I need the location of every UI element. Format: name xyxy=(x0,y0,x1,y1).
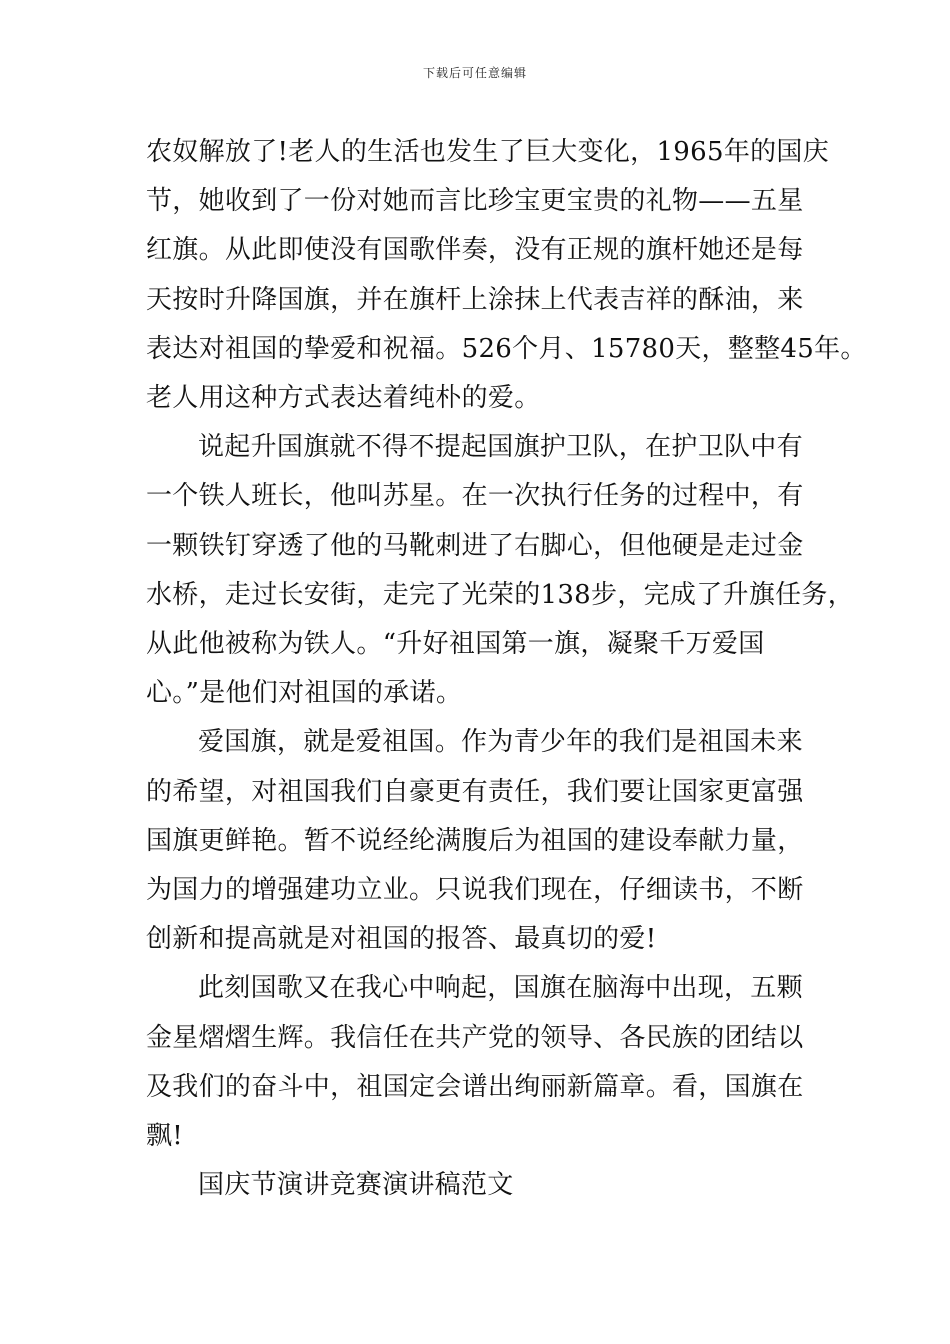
text-line: 天按时升降国旗，并在旗杆上涂抹上代表吉祥的酥油，来 xyxy=(146,284,804,315)
text-line: 心。”是他们对祖国的承诺。 xyxy=(146,678,463,709)
text-line: 的希望，对祖国我们自豪更有责任，我们要让国家更富强 xyxy=(146,776,804,807)
text-line: 从此他被称为铁人。“升好祖国第一旗，凝聚千万爱国 xyxy=(146,629,765,660)
text-line: 为国力的增强建功立业。只说我们现在，仔细读书，不断 xyxy=(146,875,804,906)
text-line: 说起升国旗就不得不提起国旗护卫队，在护卫队中有 xyxy=(198,432,803,463)
text-line: 一个铁人班长，他叫苏星。在一次执行任务的过程中，有 xyxy=(146,481,804,512)
paragraph-3 xyxy=(146,718,808,964)
text-line: 创新和提高就是对祖国的报答、最真切的爱! xyxy=(146,924,657,955)
paragraph-2 xyxy=(146,423,855,718)
paragraph-1 xyxy=(146,128,867,423)
text-line: 及我们的奋斗中，祖国定会谱出绚丽新篇章。看，国旗在 xyxy=(146,1071,804,1102)
text-line: 金星熠熠生辉。我信任在共产党的领导、各民族的团结以 xyxy=(146,1022,804,1053)
text-line: 此刻国歌又在我心中响起，国旗在脑海中出现，五颗 xyxy=(198,973,803,1004)
text-line: 爱国旗，就是爱祖国。作为青少年的我们是祖国未来 xyxy=(198,727,803,758)
text-line: 农奴解放了!老人的生活也发生了巨大变化，1965年的国庆 xyxy=(146,137,830,167)
text-line: 红旗。从此即使没有国歌伴奏，没有正规的旗杆她还是每 xyxy=(146,235,804,266)
text-line: 飘! xyxy=(146,1121,184,1152)
text-line: 表达对祖国的挚爱和祝福。526个月、15780天，整整45年。 xyxy=(146,333,867,364)
text-line: 国庆节演讲竞赛演讲稿范文 xyxy=(198,1170,514,1201)
document-body xyxy=(146,128,867,1210)
section-title xyxy=(146,1161,808,1210)
text-line: 国旗更鲜艳。暂不说经纶满腹后为祖国的建设奉献力量， xyxy=(146,825,804,856)
text-line: 一颗铁钉穿透了他的马靴刺进了右脚心，但他硬是走过金 xyxy=(146,530,804,561)
text-line: 水桥，走过长安街，走完了光荣的138步，完成了升旗任务， xyxy=(146,579,855,610)
text-line: 老人用这种方式表达着纯朴的爱。 xyxy=(146,383,541,414)
text-line: 节，她收到了一份对她而言比珍宝更宝贵的礼物——五星 xyxy=(146,186,804,217)
paragraph-4 xyxy=(146,964,808,1161)
page-header: 下载后可任意编辑 xyxy=(422,66,527,80)
